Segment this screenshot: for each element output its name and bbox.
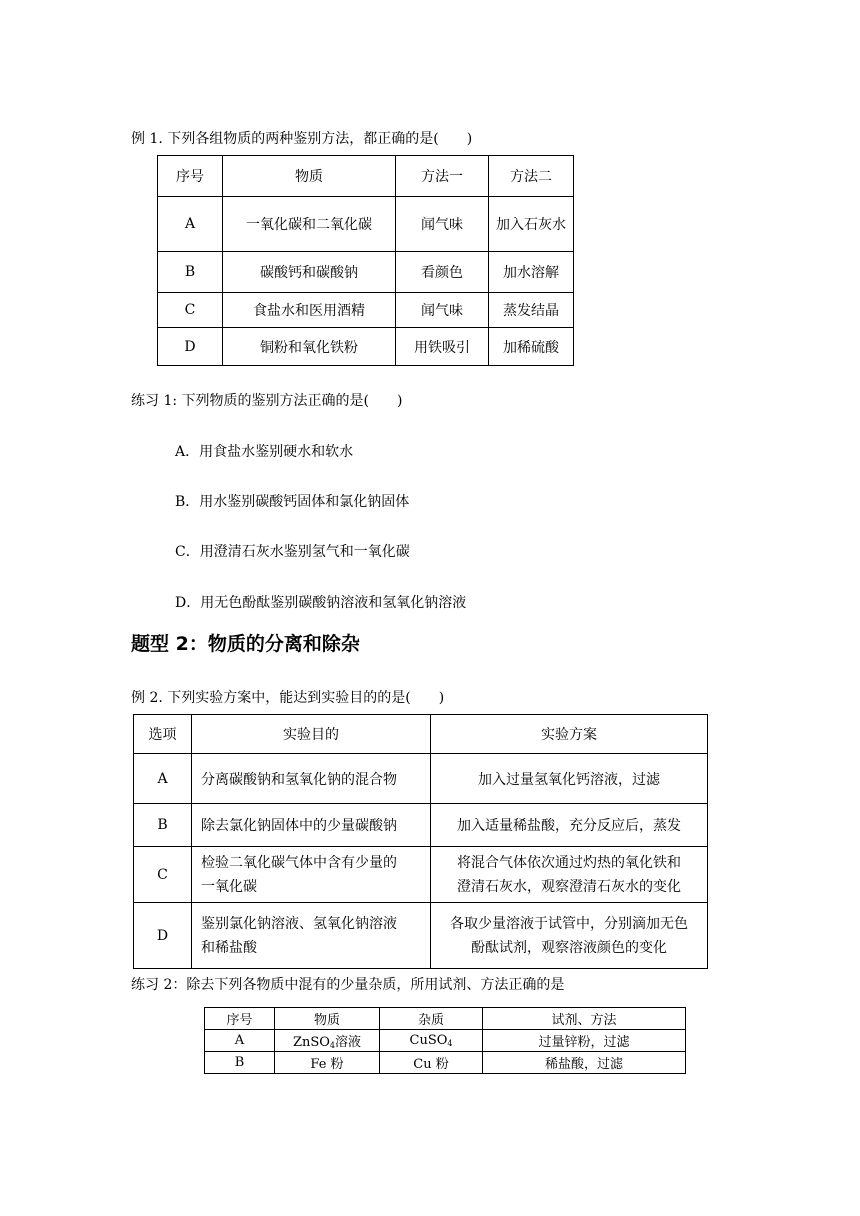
table-cell: 闻气味 (396, 197, 489, 252)
table-header: 物质 (275, 1008, 380, 1030)
option-c: C．用澄清石灰水鉴别氢气和一氧化碳 (175, 544, 410, 560)
table-row (134, 804, 708, 847)
table-row (134, 754, 708, 804)
practice-1-question: 练习 1: 下列物质的鉴别方法正确的是( ) (131, 393, 403, 409)
section-heading: 题型 2：物质的分离和除杂 (131, 633, 360, 655)
table-header: 杂质 (380, 1008, 483, 1030)
suffix: 溶液 (335, 1035, 362, 1050)
table-cell: 加入石灰水 (489, 197, 574, 252)
formula: Cu 粉 (413, 1057, 449, 1072)
example-1-question: 例 1. 下列各组物质的两种鉴别方法，都正确的是( ) (131, 131, 473, 147)
table-cell: 看颜色 (396, 252, 489, 293)
formula: ZnSO (292, 1035, 330, 1050)
example-2-table (133, 714, 708, 969)
table-cell (431, 903, 708, 969)
table-cell: B (158, 252, 223, 293)
table-cell (380, 1030, 483, 1052)
table-cell: 用铁吸引 (396, 328, 489, 366)
subscript: 4 (447, 1039, 453, 1048)
table-cell (192, 903, 431, 969)
table-cell: 除去氯化钠固体中的少量碳酸钠 (192, 804, 431, 847)
table-cell (192, 847, 431, 903)
cell-line: 将混合气体依次通过灼热的氧化铁和 (457, 854, 681, 871)
table-header: 选项 (134, 715, 192, 754)
table-cell (380, 1052, 483, 1074)
table-cell: 铜粉和氧化铁粉 (223, 328, 396, 366)
table-row (205, 1030, 686, 1052)
table-cell (275, 1030, 380, 1052)
practice-2-question: 练习 2：除去下列各物质中混有的少量杂质，所用试剂、方法正确的是 (131, 977, 565, 993)
table-cell: 加稀硫酸 (489, 328, 574, 366)
table-cell: A (134, 754, 192, 804)
cell-line: 澄清石灰水，观察澄清石灰水的变化 (457, 878, 681, 895)
table-row (158, 293, 574, 328)
practice-2-table (204, 1007, 686, 1074)
table-cell: C (134, 847, 192, 903)
table-cell: 过量锌粉，过滤 (483, 1030, 686, 1052)
subscript: 4 (329, 1041, 336, 1050)
table-header: 方法一 (396, 156, 489, 197)
table-cell: 一氧化碳和二氧化碳 (223, 197, 396, 252)
table-cell: B (205, 1052, 275, 1074)
table-cell: 碳酸钙和碳酸钠 (223, 252, 396, 293)
table-cell: 加入适量稀盐酸，充分反应后，蒸发 (431, 804, 708, 847)
table-header: 实验方案 (431, 715, 708, 754)
table-cell: 闻气味 (396, 293, 489, 328)
cell-line: 和稀盐酸 (201, 939, 257, 956)
table-row (158, 328, 574, 366)
option-a: A．用食盐水鉴别硬水和软水 (175, 444, 354, 460)
table-header: 方法二 (489, 156, 574, 197)
cell-line: 一氧化碳 (201, 878, 257, 895)
table-cell: A (205, 1030, 275, 1052)
formula: CuSO (409, 1033, 448, 1048)
table-cell: A (158, 197, 223, 252)
table-header: 物质 (223, 156, 396, 197)
table-cell: 蒸发结晶 (489, 293, 574, 328)
formula: Fe 粉 (310, 1057, 344, 1072)
table-row (158, 252, 574, 293)
table-cell: 分离碳酸钠和氢氧化钠的混合物 (192, 754, 431, 804)
table-cell: 加入过量氢氧化钙溶液，过滤 (431, 754, 708, 804)
table-cell (431, 847, 708, 903)
example-2-question: 例 2. 下列实验方案中，能达到实验目的的是( ) (131, 690, 445, 706)
cell-line: 酚酞试剂，观察溶液颜色的变化 (471, 939, 667, 956)
table-cell: 稀盐酸，过滤 (483, 1052, 686, 1074)
table-row (205, 1052, 686, 1074)
table-cell: D (134, 903, 192, 969)
cell-line: 各取少量溶液于试管中，分别滴加无色 (450, 915, 688, 932)
table-header: 试剂、方法 (483, 1008, 686, 1030)
table-cell: C (158, 293, 223, 328)
table-cell: B (134, 804, 192, 847)
example-1-table (157, 155, 574, 366)
table-row (134, 847, 708, 903)
option-b: B．用水鉴别碳酸钙固体和氯化钠固体 (175, 494, 410, 510)
table-row (158, 197, 574, 252)
option-d: D．用无色酚酞鉴别碳酸钠溶液和氢氧化钠溶液 (175, 595, 467, 611)
table-header: 实验目的 (192, 715, 431, 754)
table-row (134, 903, 708, 969)
table-cell: 加水溶解 (489, 252, 574, 293)
table-header: 序号 (158, 156, 223, 197)
table-header: 序号 (205, 1008, 275, 1030)
table-cell: D (158, 328, 223, 366)
cell-line: 鉴别氯化钠溶液、氢氧化钠溶液 (201, 915, 397, 932)
table-cell: 食盐水和医用酒精 (223, 293, 396, 328)
cell-line: 检验二氧化碳气体中含有少量的 (201, 854, 397, 871)
table-cell (275, 1052, 380, 1074)
